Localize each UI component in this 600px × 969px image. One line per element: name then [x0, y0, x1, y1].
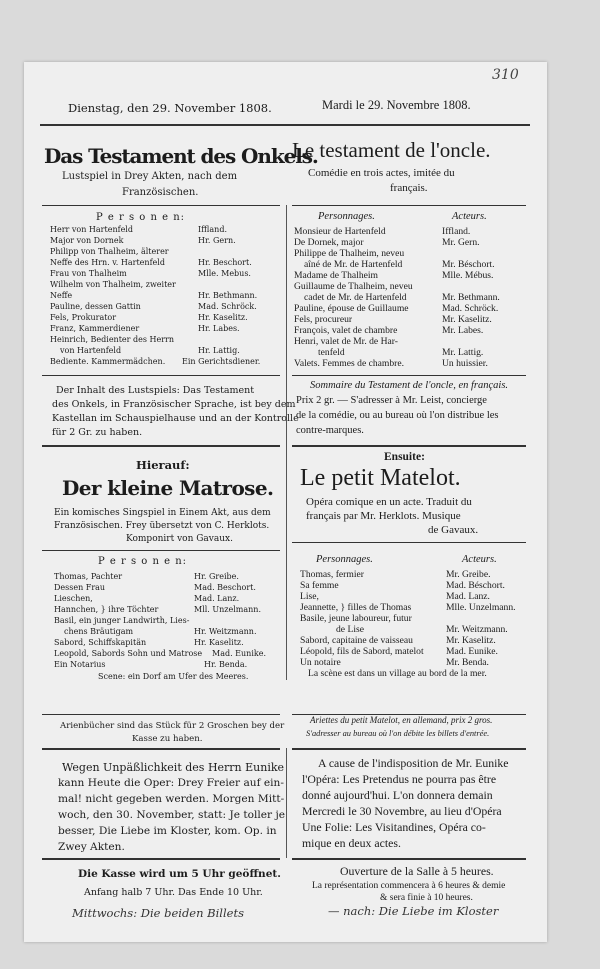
cast-actor: Mr. Lattig.: [442, 347, 484, 358]
play1-personen-header: P e r s o n e n:: [96, 212, 185, 223]
cast-role: Franz, Kammerdiener: [50, 324, 140, 333]
cast-actor: Iffland.: [442, 226, 471, 237]
play2-ariettes-german-2: Kasse zu haben.: [132, 734, 203, 744]
cast-role: Fels, Prokurator: [50, 313, 117, 322]
cast-role: von Hartenfeld: [60, 346, 122, 355]
cast-actor: Mr. Béschort.: [442, 259, 495, 270]
play1-title-german: Das Testament des Onkels.: [44, 144, 318, 168]
cast-actor: Mr. Labes.: [442, 325, 484, 336]
play2-ariettes-french-1: Ariettes du petit Matelot, en allemand, prix 2 gros.: [310, 715, 493, 725]
cast-role: de Lise: [336, 624, 364, 635]
play2-subtitle-french-3: de Gavaux.: [428, 524, 479, 536]
cast-role: Henri, valet de Mr. de Har-: [294, 336, 398, 347]
cast-actor: Mr. Greibe.: [446, 569, 491, 580]
cast-actor: Mr. Gern.: [442, 237, 480, 248]
cast-actor: Hr. Bethmann.: [198, 291, 258, 300]
cast-actor: Hr. Labes.: [198, 324, 240, 333]
play2-personnages-header: Personnages.: [316, 554, 373, 565]
play2-subtitle-french-2: français par Mr. Herklots. Musique: [306, 510, 461, 522]
play2-ariettes-german-1: Arienbücher sind das Stück für 2 Groschen bey der: [60, 721, 285, 731]
play1-cast-german: [50, 226, 282, 396]
notice-rule-left: [42, 748, 280, 750]
notice-german-3: mal! nicht gegeben werden. Morgen Mitt-: [58, 793, 285, 805]
cast-actor: Un huissier.: [442, 358, 488, 369]
cast-role: Neffe: [50, 291, 73, 300]
cast-actor: Mlle. Mébus.: [442, 270, 494, 281]
play1-summary-french-3: de la comédie, ou au bureau où l'on distribue les: [296, 410, 499, 421]
play1-cast-end-rule-right: [292, 375, 526, 376]
cast-role: François, valet de chambre: [294, 325, 398, 336]
cast-actor: Hr. Lattig.: [198, 346, 240, 355]
notice-rule-right: [292, 748, 526, 750]
cast-role: Neffe des Hrn. v. Hartenfeld: [50, 258, 165, 267]
page-number: 310: [492, 67, 519, 83]
cast-role: Jeannette, } filles de Thomas: [300, 602, 412, 613]
date-french: Mardi le 29. Novembre 1808.: [322, 98, 471, 112]
cast-actor: Hr. Kaselitz.: [198, 313, 248, 322]
play1-summary-french-4: contre-marques.: [296, 425, 364, 436]
cast-role: Leopold, Sabords Sohn und Matrose: [54, 649, 203, 658]
play2-subtitle-german-3: Komponirt von Gavaux.: [126, 534, 233, 544]
play1-cast-end-rule-left: [42, 375, 280, 376]
notice-french-6: mique en deux actes.: [302, 836, 401, 850]
notice-french-1: A cause de l'indisposition de Mr. Eunike: [318, 756, 509, 770]
notice-german-5: besser, Die Liebe im Kloster, kom. Op. in: [58, 825, 277, 837]
play2-title-french: Le petit Matelot.: [300, 465, 461, 491]
cast-role: Madame de Thalheim: [294, 270, 379, 281]
notice-french-4: Mercredi le 30 Novembre, au lieu d'Opéra: [302, 804, 502, 818]
play1-summary-french-2: Prix 2 gr. — S'adresser à Mr. Leist, concierge: [296, 395, 487, 406]
cast-role: Hannchen, } ihre Töchter: [54, 605, 159, 614]
play1-rule-left: [42, 205, 280, 206]
play2-subtitle-german-1: Ein komisches Singspiel in Einem Akt, aus dem: [54, 508, 271, 518]
footer-rule-right: [292, 858, 526, 860]
date-german: Dienstag, den 29. November 1808.: [68, 101, 272, 115]
cast-role: De Dornek, major: [294, 237, 364, 248]
section-rule-right: [292, 445, 526, 447]
column-divider-upper: [286, 205, 287, 680]
cast-actor: Hr. Weitzmann.: [194, 627, 257, 636]
cast-role: Fels, procureur: [294, 314, 353, 325]
cast-role: Herr von Hartenfeld: [50, 225, 133, 234]
cast-role: Frau von Thalheim: [50, 269, 127, 278]
cast-actor: Mr. Kaselitz.: [442, 314, 492, 325]
play1-subtitle-german-2: Französischen.: [122, 187, 199, 198]
cast-actor: Mad. Beschort.: [194, 583, 256, 592]
cast-actor: Mr. Kaselitz.: [446, 635, 496, 646]
cast-role: Pauline, épouse de Guillaume: [294, 303, 409, 314]
notice-german-2: kann Heute die Oper: Drey Freier auf ein-: [58, 777, 284, 789]
play2-ariettes-french-2: S'adresser au bureau où l'on débite les billets d'entrée.: [306, 729, 490, 738]
footer-french-1: Ouverture de la Salle à 5 heures.: [340, 864, 494, 878]
handwritten-note-left: Mittwochs: Die beiden Billets: [72, 906, 244, 920]
play2-cast-french: [296, 570, 528, 720]
cast-actor: Mlle. Mebus.: [198, 269, 251, 278]
cast-role: Thomas, fermier: [300, 569, 364, 580]
cast-role: Valets. Femmes de chambre.: [294, 358, 405, 369]
cast-role: Un notaire: [300, 657, 341, 668]
notice-german-6: Zwey Akten.: [58, 841, 125, 853]
footer-french-2: La représentation commencera à 6 heures & demie: [312, 881, 506, 891]
cast-role: Basil, ein junger Landwirth, Lies-: [54, 616, 190, 625]
cast-actor: Mad. Schröck.: [442, 303, 499, 314]
cast-actor: Hr. Kaselitz.: [194, 638, 244, 647]
notice-french-3: donné aujourd'hui. L'on donnera demain: [302, 788, 493, 802]
cast-role: Heinrich, Bedienter des Herrn: [50, 335, 175, 344]
cast-actor: Hr. Beschort.: [198, 258, 252, 267]
play2-subtitle-german-2: Französischen. Frey übersetzt von C. Herklots.: [54, 521, 270, 531]
footer-german-1: Die Kasse wird um 5 Uhr geöffnet.: [78, 868, 281, 880]
cast-actor: Mad. Eunike.: [446, 646, 498, 657]
play2-cast-german: [54, 573, 282, 723]
play1-title-french: Le testament de l'oncle.: [292, 138, 491, 162]
cast-scene: La scène est dans un village au bord de la mer.: [308, 668, 487, 679]
cast-role: Sa femme: [300, 580, 339, 591]
cast-role: tenfeld: [318, 347, 345, 358]
play1-subtitle-french-2: français.: [390, 182, 428, 194]
notice-german-1: Wegen Unpäßlichkeit des Herrn Eunike: [62, 761, 285, 774]
footer-rule-left: [42, 858, 280, 860]
cast-role: Dessen Frau: [54, 583, 106, 592]
cast-role: Lieschen,: [54, 594, 93, 603]
cast-actor: Mr. Benda.: [446, 657, 489, 668]
cast-actor: Mad. Béschort.: [446, 580, 505, 591]
play2-rule-left: [42, 550, 280, 551]
play1-summary-german-1: Der Inhalt des Lustspiels: Das Testament: [56, 385, 255, 396]
play1-summary-german-4: für 2 Gr. zu haben.: [52, 427, 143, 438]
cast-role: Guillaume de Thalheim, neveu: [294, 281, 413, 292]
footer-french-3: & sera finie à 10 heures.: [380, 893, 473, 903]
play2-title-german: Der kleine Matrose.: [62, 476, 274, 500]
cast-role: cadet de Mr. de Hartenfeld: [304, 292, 407, 303]
cast-actor: Hr. Benda.: [204, 660, 248, 669]
cast-role: Ein Notarius: [54, 660, 106, 669]
play1-acteurs-header: Acteurs.: [452, 211, 487, 222]
play2-rule-right: [292, 542, 526, 543]
play1-summary-german-3: Kastellan im Schauspielhause und an der Kontrolle: [52, 413, 299, 424]
handwritten-note-right: — nach: Die Liebe im Kloster: [328, 904, 499, 918]
play1-summary-french-1: Sommaire du Testament de l'oncle, en français.: [310, 380, 509, 391]
play1-cast-french: [294, 227, 526, 397]
cast-role: Lise,: [300, 591, 319, 602]
play1-summary-german-2: des Onkels, in Französischer Sprache, ist bey dem: [52, 399, 296, 410]
header-rule: [40, 124, 530, 126]
cast-role: chens Bräutigam: [64, 627, 134, 636]
cast-role: Sabord, capitaine de vaisseau: [300, 635, 413, 646]
cast-actor: Mad. Eunike.: [212, 649, 266, 658]
cast-role: aîné de Mr. de Hartenfeld: [304, 259, 403, 270]
cast-role: Léopold, fils de Sabord, matelot: [300, 646, 424, 657]
notice-german-4: woch, den 30. November, statt: Je toller je: [58, 809, 286, 821]
cast-role: Major von Dornek: [50, 236, 124, 245]
cast-actor: Hr. Greibe.: [194, 572, 239, 581]
cast-role: Monsieur de Hartenfeld: [294, 226, 386, 237]
cast-actor: Mlle. Unzelmann.: [446, 602, 516, 613]
cast-actor: Iffland.: [198, 225, 227, 234]
cast-role: Basile, jeune laboureur, futur: [300, 613, 412, 624]
play1-rule-right: [292, 205, 526, 206]
play2-personen-header: P e r s o n e n:: [98, 556, 187, 567]
play2-subtitle-french-1: Opéra comique en un acte. Traduit du: [306, 496, 472, 508]
play1-subtitle-german-1: Lustspiel in Drey Akten, nach dem: [62, 171, 238, 182]
cast-actor: Mr. Weitzmann.: [446, 624, 508, 635]
cast-role: Philipp von Thalheim, älterer: [50, 247, 169, 256]
play1-subtitle-french-1: Comédie en trois actes, imitée du: [308, 167, 455, 179]
cast-role: Bediente. Kammermädchen.: [50, 357, 166, 366]
cast-role: Wilhelm von Thalheim, zweiter: [50, 280, 176, 289]
cast-actor: Hr. Gern.: [198, 236, 236, 245]
cast-role: Sabord, Schiffskapitän: [54, 638, 147, 647]
play2-intro-french: Ensuite:: [384, 451, 425, 463]
section-rule-left: [42, 445, 280, 447]
cast-role: Pauline, dessen Gattin: [50, 302, 141, 311]
play2-acteurs-header: Acteurs.: [462, 554, 497, 565]
play1-personnages-header: Personnages.: [318, 211, 375, 222]
cast-role: Philippe de Thalheim, neveu: [294, 248, 405, 259]
play2-cast-end-rule-left: [42, 714, 280, 715]
column-divider-notice: [286, 748, 287, 858]
notice-french-2: l'Opéra: Les Pretendus ne pourra pas être: [302, 772, 497, 786]
cast-actor: Mad. Schröck.: [198, 302, 257, 311]
cast-role: Thomas, Pachter: [54, 572, 123, 581]
footer-german-2: Anfang halb 7 Uhr. Das Ende 10 Uhr.: [84, 887, 263, 898]
cast-actor: Mr. Bethmann.: [442, 292, 500, 303]
cast-actor: Mll. Unzelmann.: [194, 605, 261, 614]
cast-actor: Mad. Lanz.: [194, 594, 240, 603]
cast-actor: Mad. Lanz.: [446, 591, 490, 602]
cast-actor: Ein Gerichtsdiener.: [182, 357, 261, 366]
cast-scene: Scene: ein Dorf am Ufer des Meeres.: [98, 672, 249, 681]
play2-intro-german: Hierauf:: [136, 458, 190, 472]
notice-french-5: Une Folie: Les Visitandines, Opéra co-: [302, 820, 486, 834]
